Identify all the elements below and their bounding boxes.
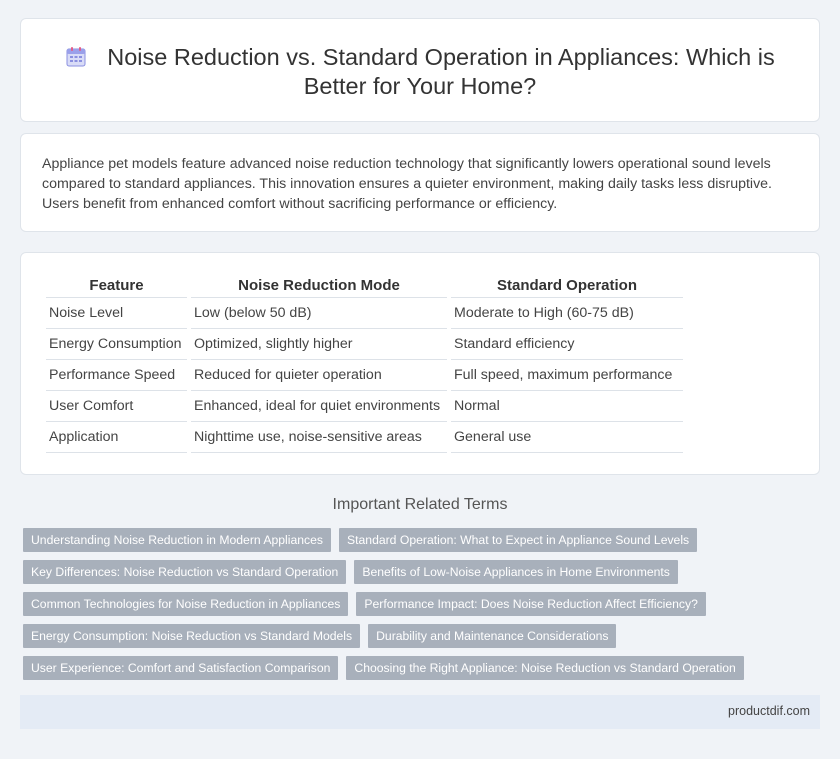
related-term-link[interactable]: Benefits of Low-Noise Appliances in Home Environments <box>354 560 678 584</box>
table-cell: Noise Level <box>46 298 187 329</box>
table-cell: User Comfort <box>46 391 187 422</box>
table-row <box>46 329 683 360</box>
column-header-feature: Feature <box>46 273 187 298</box>
related-term-link[interactable]: Understanding Noise Reduction in Modern Appliances <box>23 528 331 552</box>
description-card <box>20 133 820 232</box>
table-row <box>46 360 683 391</box>
table-cell: General use <box>451 422 683 453</box>
table-cell: Energy Consumption <box>46 329 187 360</box>
related-term-link[interactable]: Durability and Maintenance Considerations <box>368 624 616 648</box>
footer-site-link[interactable]: productdif.com <box>728 704 810 718</box>
page-title-container <box>61 43 779 101</box>
table-row <box>46 391 683 422</box>
title-card <box>20 18 820 122</box>
table-cell: Reduced for quieter operation <box>191 360 447 391</box>
related-term-link[interactable]: Standard Operation: What to Expect in Appliance Sound Levels <box>339 528 697 552</box>
table-cell: Standard efficiency <box>451 329 683 360</box>
comparison-card <box>20 252 820 475</box>
table-cell: Low (below 50 dB) <box>191 298 447 329</box>
related-term-link[interactable]: Common Technologies for Noise Reduction in Appliances <box>23 592 348 616</box>
tag-row <box>23 624 803 648</box>
column-header-standard: Standard Operation <box>451 273 683 298</box>
tag-row <box>23 560 803 584</box>
related-term-link[interactable]: Performance Impact: Does Noise Reduction Affect Efficiency? <box>356 592 706 616</box>
table-cell: Enhanced, ideal for quiet environments <box>191 391 447 422</box>
table-cell: Optimized, slightly higher <box>191 329 447 360</box>
related-term-link[interactable]: Choosing the Right Appliance: Noise Reduction vs Standard Operation <box>346 656 743 680</box>
tag-row <box>23 528 803 552</box>
calendar-icon <box>65 46 87 68</box>
table-row <box>46 298 683 329</box>
related-term-link[interactable]: Energy Consumption: Noise Reduction vs Standard Models <box>23 624 360 648</box>
related-term-link[interactable]: User Experience: Comfort and Satisfaction Comparison <box>23 656 338 680</box>
footer <box>20 695 820 729</box>
description-text: Appliance pet models feature advanced noise reduction technology that significantly lowers operational sound levels compared to standard appliances. This innovation ensures a quieter environment, making daily tasks less disruptive. Users benefit from enhanced comfort without sacrificing performance or efficiency. <box>42 156 772 212</box>
table-cell: Normal <box>451 391 683 422</box>
table-header-row <box>46 273 683 298</box>
related-term-link[interactable]: Key Differences: Noise Reduction vs Standard Operation <box>23 560 346 584</box>
column-header-noise-reduction: Noise Reduction Mode <box>191 273 447 298</box>
comparison-table <box>42 273 687 453</box>
table-cell: Application <box>46 422 187 453</box>
table-cell: Nighttime use, noise-sensitive areas <box>191 422 447 453</box>
table-cell: Performance Speed <box>46 360 187 391</box>
related-terms-title: Important Related Terms <box>332 496 508 513</box>
tag-row <box>23 656 803 680</box>
page-title: Noise Reduction vs. Standard Operation in Appliances: Which is Better for Your Home? <box>107 44 775 99</box>
related-terms-list <box>23 528 803 688</box>
table-row <box>46 422 683 453</box>
table-cell: Moderate to High (60-75 dB) <box>451 298 683 329</box>
tag-row <box>23 592 803 616</box>
table-cell: Full speed, maximum performance <box>451 360 683 391</box>
